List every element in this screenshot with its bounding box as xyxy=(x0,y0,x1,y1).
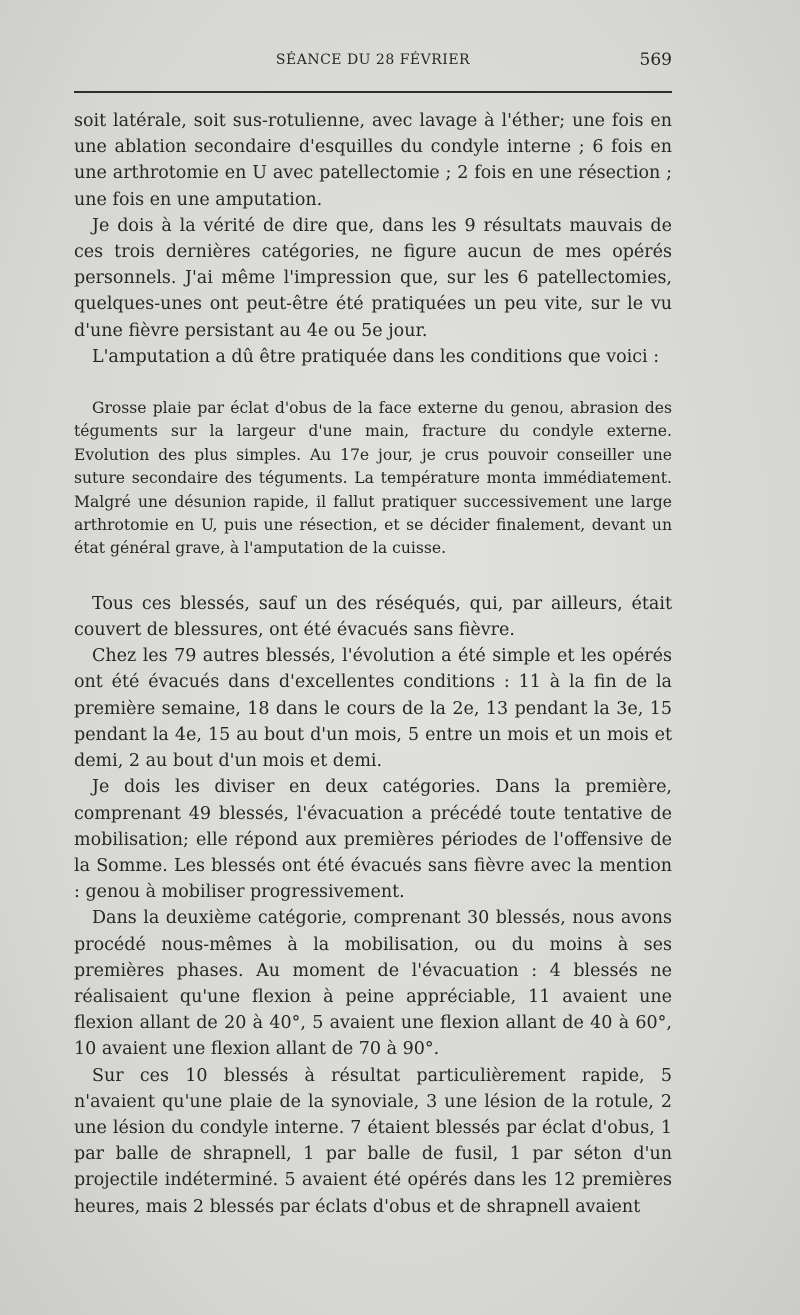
page-number: 569 xyxy=(639,50,672,70)
paragraph: L'amputation a dû être pratiquée dans les conditions que voici : xyxy=(92,346,660,367)
paragraph: Tous ces blessés, sauf un des réséqués, qui, par ailleurs, était couvert de blessures, ont été évacués sans fièvre. xyxy=(74,593,672,641)
paragraph: Je dois à la vérité de dire que, dans les 9 résultats mauvais de ces trois dernières catégories, ne figure aucun de mes opérés personnels. J'ai même l'impression que, sur les 6 patellectomies, quelques-unes ont peut-être été pratiquées un peu vite, sur le vu d'une fièvre persistant au 4e ou 5e jour. xyxy=(74,215,672,341)
paragraph: Je dois les diviser en deux catégories. Dans la première, comprenant 49 blessés, l'évacuation a précédé toute tentative de mobilisation; elle répond aux premières périodes de l'offensive de la Somme. Les blessés ont été évacués sans fièvre avec la mention : genou à mobiliser progressivement. xyxy=(74,777,672,903)
header-rule xyxy=(74,91,672,93)
paragraph: Sur ces 10 blessés à résultat particulièrement rapide, 5 n'avaient qu'une plaie de la synoviale, 3 une lésion de la rotule, 2 une lésion du condyle interne. 7 étaient blessés par éclat d'obus, 1 par balle de shrapnell, 1 par balle de fusil, 1 par séton d'un projectile indéterminé. 5 avaient été opérés dans les 12 premières heures, mais 2 blessés par éclats d'obus et de shrapnell avaient xyxy=(74,1065,672,1217)
paragraph: Dans la deuxième catégorie, comprenant 30 blessés, nous avons procédé nous-mêmes à la mobilisation, ou du moins à ses premières phases. Au moment de l'évacuation : 4 blessés ne réalisaient qu'une flexion à peine appréciable, 11 avaient une flexion allant de 20 à 40°, 5 avaient une flexion allant de 40 à 60°, 10 avaient une flexion allant de 70 à 90°. xyxy=(74,908,672,1060)
body-text xyxy=(74,108,672,1220)
page-header xyxy=(74,50,672,76)
case-report-quote: Grosse plaie par éclat d'obus de la face externe du genou, abrasion des téguments sur la largeur d'une main, fracture du condyle externe. Evolution des plus simples. Au 17e jour, je crus pouvoir conseiller une suture secondaire des téguments. La température monta immédiatement. Malgré une désunion rapide, il fallut pratiquer successivement une large arthrotomie en U, puis une résection, et se décider finalement, devant un état général grave, à l'amputation de la cuisse. xyxy=(74,399,672,558)
paragraph-continued: soit latérale, soit sus-rotulienne, avec lavage à l'éther; une fois en une ablation secondaire d'esquilles du condyle interne ; 6 fois en une arthrotomie en U avec patellectomie ; 2 fois en une résection ; une fois en une amputation. xyxy=(74,111,672,210)
paragraph: Chez les 79 autres blessés, l'évolution a été simple et les opérés ont été évacués dans d'excellentes conditions : 11 à la fin de la première semaine, 18 dans le cours de la 2e, 13 pendant la 3e, 15 pendant la 4e, 15 au bout d'un mois, 5 entre un mois et un mois et demi, 2 au bout d'un mois et demi. xyxy=(74,646,672,772)
running-head: SÉANCE DU 28 FÉVRIER xyxy=(275,52,471,68)
